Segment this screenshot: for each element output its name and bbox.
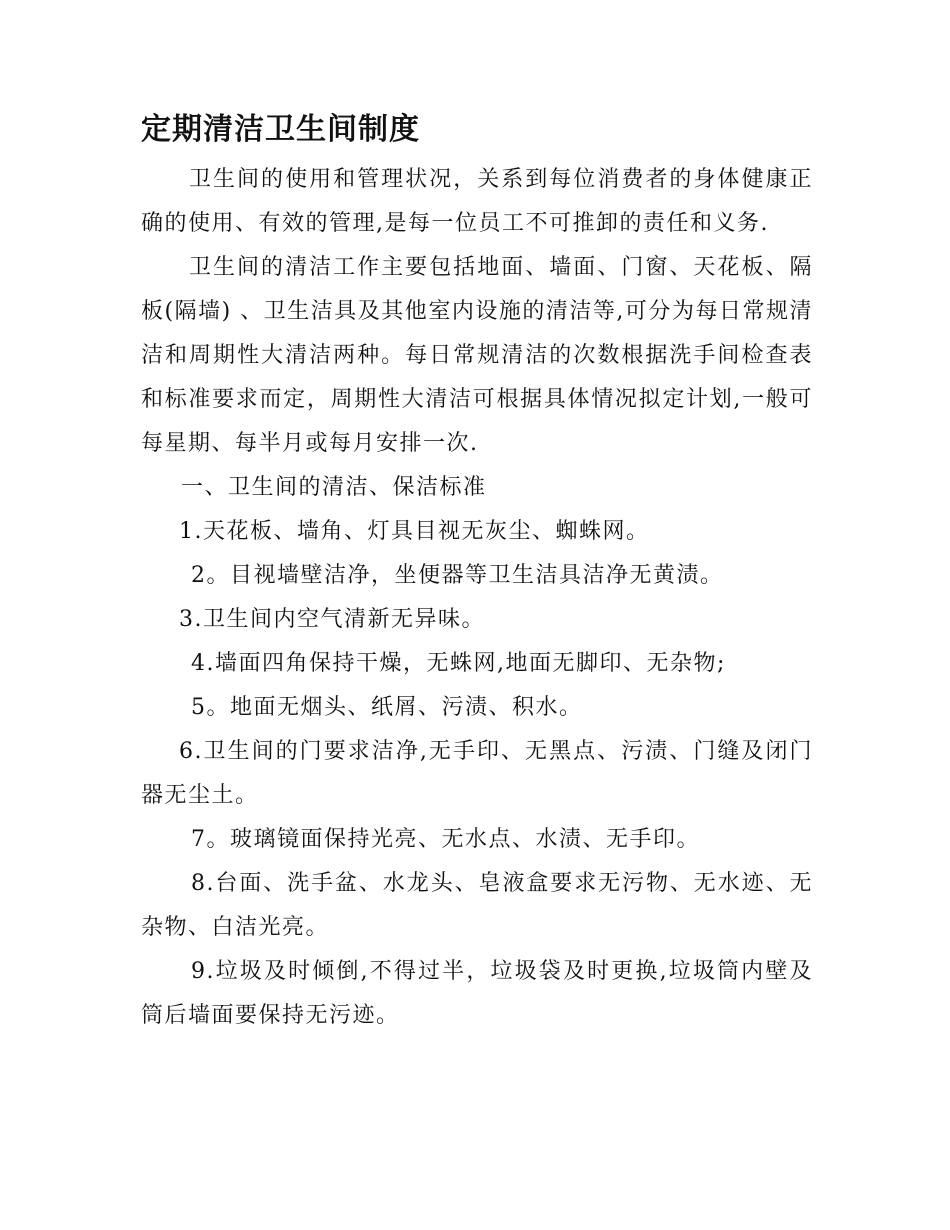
list-item: 3.卫生间内空气清新无异味。 [179, 607, 485, 632]
intro-paragraph-1: 卫生间的使用和管理状况，关系到每位消费者的身体健康正确的使用、有效的管理,是每一位员工不可推卸的责任和义务. [141, 167, 813, 236]
list-item: 5。地面无烟头、纸屑、污渍、积水。 [191, 695, 583, 720]
document-title: 定期清洁卫生间制度 [141, 112, 420, 147]
list-item: 2。目视墙壁洁净，坐便器等卫生洁具洁净无黄渍。 [191, 563, 724, 588]
list-item: 8.台面、洗手盆、水龙头、皂液盒要求无污物、无水迹、无杂物、白洁光亮。 [141, 871, 813, 940]
list-item: 6.卫生间的门要求洁净,无手印、无黑点、污渍、门缝及闭门器无尘土。 [141, 739, 813, 808]
list-item: 4.墙面四角保持干燥，无蛛网,地面无脚印、无杂物; [191, 651, 726, 676]
list-item: 1.天花板、墙角、灯具目视无灰尘、蜘蛛网。 [179, 519, 650, 544]
list-item: 9.垃圾及时倾倒,不得过半，垃圾袋及时更换,垃圾筒内壁及筒后墙面要保持无污迹。 [141, 959, 813, 1028]
list-item: 7。玻璃镜面保持光亮、无水点、水渍、无手印。 [191, 827, 700, 852]
intro-paragraph-2: 卫生间的清洁工作主要包括地面、墙面、门窗、天花板、隔板(隔墙) 、卫生洁具及其他室内设施的清洁等,可分为每日常规清洁和周期性大清洁两种。每日常规清洁的次数根据洗手间检查表和标准要求而定，周期性大清洁可根据具体情况拟定计划,一般可每星期、每半月或每月安排一次. [141, 255, 813, 456]
document-body [141, 108, 813, 1038]
section-heading: 一、卫生间的清洁、保洁标准 [181, 475, 487, 500]
